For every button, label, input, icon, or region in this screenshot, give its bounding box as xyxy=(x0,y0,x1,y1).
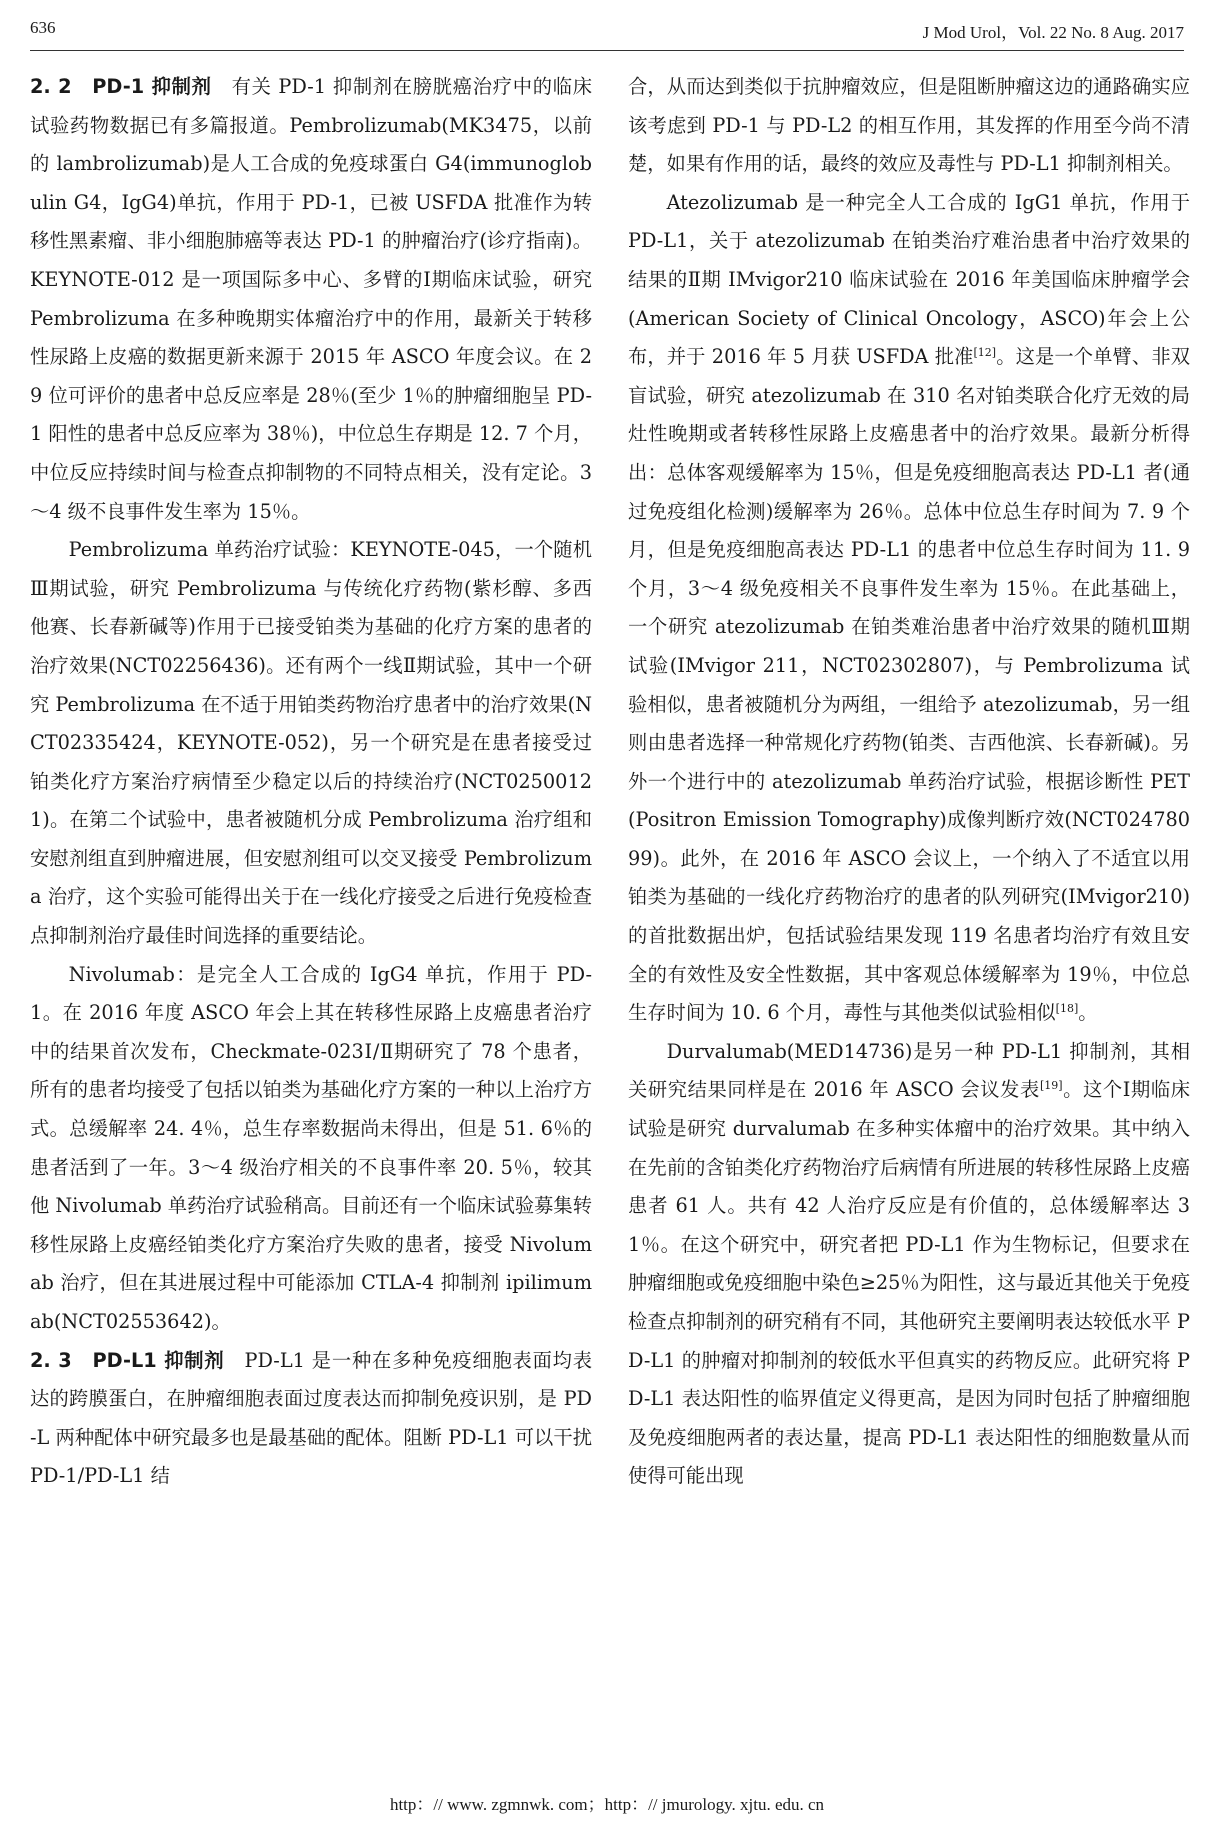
durvalumab-text-b: 。这个Ⅰ期临床试验是研究 durvalumab 在多种实体瘤中的治疗效果。其中纳入在先前的含铂类化疗药物治疗后病情有所进展的转移性尿路上皮癌患者 61 人。共有 42 人治疗反应是有价值的，总体缓解率达 31％。在这个研究中，研究者把 PD-L1 作为生物标记，但要求在肿瘤细胞或免疫细胞中染色≥25％为阳性，这与最近其他关于免疫检查点抑制剂的研究稍有不同，其他研究主要阐明表达较低水平 PD-L1 的肿瘤对抑制剂的较低水平但真实的药物反应。此研究将 PD-L1 表达阳性的临界值定义得更高，是因为同时包括了肿瘤细胞及免疫细胞两者的表达量，提高 PD-L1 表达阳性的细胞数量从而使得可能出现 xyxy=(628,1078,1190,1488)
header-divider xyxy=(30,50,1184,51)
section-2-3-paragraph xyxy=(30,1342,592,1496)
citation-18: [18] xyxy=(1055,1002,1079,1016)
citation-19: [19] xyxy=(1039,1079,1063,1093)
section-2-3-text: PD-L1 是一种在多种免疫细胞表面均表达的跨膜蛋白，在肿瘤细胞表面过度表达而抑制免疫识别，是 PD-L 两种配体中研究最多也是最基础的配体。阻断 PD-L1 可以干扰 PD-1/PD-L1 结 xyxy=(30,1348,593,1488)
section-2-2-heading: 2. 2 PD-1 抑制剂 xyxy=(30,75,212,98)
page-footer-urls: http：// www. zgmnwk. com；http：// jmurology. xjtu. edu. cn xyxy=(389,1795,825,1814)
atezolizumab-text-c: 。 xyxy=(1078,1001,1098,1025)
pembrolizuma-paragraph: Pembrolizuma 单药治疗试验：KEYNOTE-045，一个随机Ⅲ期试验，研究 Pembrolizuma 与传统化疗药物(紫杉醇、多西他赛、长春新碱等)作用于已接受铂类为基础的化疗方案的患者的治疗效果(NCT02256436)。还有两个一线Ⅱ期试验，其中一个研究 Pembrolizuma 在不适于用铂类药物治疗患者中的治疗效果(NCT02335424，KEYNOTE-052)，另一个研究是在患者接受过铂类化疗方案治疗病情至少稳定以后的持续治疗(NCT02500121)。在第二个试验中，患者被随机分成 Pembrolizuma 治疗组和安慰剂组直到肿瘤进展，但安慰剂组可以交叉接受 Pembrolizuma 治疗，这个实验可能得出关于在一线化疗接受之后进行免疫检查点抑制剂治疗最佳时间选择的重要结论。 xyxy=(30,538,592,948)
section-2-2-text: 有关 PD-1 抑制剂在膀胱癌治疗中的临床试验药物数据已有多篇报道。Pembrolizumab(MK3475，以前的 lambrolizumab)是人工合成的免疫球蛋白 G4(immunoglobulin G4，IgG4)单抗，作用于 PD-1，已被 USFDA 批准作为转移性黑素瘤、非小细胞肺癌等表达 PD-1 的肿瘤治疗(诊疗指南)。KEYNOTE-012 是一项国际多中心、多臂的Ⅰ期临床试验，研究 Pembrolizuma 在多种晚期实体瘤治疗中的作用，最新关于转移性尿路上皮癌的数据更新来源于 2015 年 ASCO 年度会议。在 29 位可评价的患者中总反应率是 28％(至少 1％的肿瘤细胞呈 PD-1 阳性的患者中总反应率为 38％)，中位总生存期是 12. 7 个月，中位反应持续时间与检查点抑制物的不同特点相关，没有定论。3～4 级不良事件发生率为 15％。 xyxy=(30,75,592,523)
atezolizumab-text-a: Atezolizumab 是一种完全人工合成的 IgG1 单抗，作用于 PD-L1，关于 atezolizumab 在铂类治疗难治患者中治疗效果的结果的Ⅱ期 IMvigor210 临床试验在 2016 年美国临床肿瘤学会(American Society of Clinical Oncology，ASCO)年会上公布，并于 2016 年 5 月获 USFDA 批准 xyxy=(628,190,1190,369)
page-header xyxy=(30,18,1184,44)
pd-l1-continuation-paragraph: 合，从而达到类似于抗肿瘤效应，但是阻断肿瘤这边的通路确实应该考虑到 PD-1 与 PD-L2 的相互作用，其发挥的作用至今尚不清楚，如果有作用的话，最终的效应及毒性与 PD-L1 抑制剂相关。 xyxy=(628,75,1190,176)
citation-12: [12] xyxy=(973,346,997,360)
section-2-3-heading: 2. 3 PD-L1 抑制剂 xyxy=(30,1348,225,1372)
atezolizumab-paragraph xyxy=(628,184,1190,1033)
page-number: 636 xyxy=(30,18,56,37)
right-column xyxy=(628,68,1190,1496)
atezolizumab-text-b: 。这是一个单臂、非双盲试验，研究 atezolizumab 在 310 名对铂类联合化疗无效的局灶性晚期或者转移性尿路上皮癌患者中的治疗效果。最新分析得出：总体客观缓解率为 15％，但是免疫细胞高表达 PD-L1 者(通过免疫组化检测)缓解率为 26％。总体中位总生存时间为 7. 9 个月，但是免疫细胞高表达 PD-L1 的患者中位总生存时间为 11. 9 个月，3～4 级免疫相关不良事件发生率为 15％。在此基础上，一个研究 atezolizumab 在铂类难治患者中治疗效果的随机Ⅲ期试验(IMvigor 211，NCT02302807)，与 Pembrolizuma 试验相似，患者被随机分为两组，一组给予 atezolizumab，另一组则由患者选择一种常规化疗药物(铂类、吉西他滨、长春新碱)。另外一个进行中的 atezolizumab 单药治疗试验，根据诊断性 PET(Positron Emission Tomography)成像判断疗效(NCT02478099)。此外，在 2016 年 ASCO 会议上，一个纳入了不适宜以用铂类为基础的一线化疗药物治疗的患者的队列研究(IMvigor210)的首批数据出炉，包括试验结果发现 119 名患者均治疗有效且安全的有效性及安全性数据，其中客观总体缓解率为 19％，中位总生存时间为 10. 6 个月，毒性与其他类似试验相似 xyxy=(628,345,1190,1025)
durvalumab-paragraph xyxy=(628,1033,1190,1496)
durvalumab-text-a: Durvalumab(MED14736)是另一种 PD-L1 抑制剂，其相关研究结果同样是在 2016 年 ASCO 会议发表 xyxy=(628,1039,1190,1102)
section-2-2-paragraph xyxy=(30,68,592,531)
left-column xyxy=(30,68,592,1496)
nivolumab-paragraph: Nivolumab：是完全人工合成的 IgG4 单抗，作用于 PD-1。在 2016 年度 ASCO 年会上其在转移性尿路上皮癌患者治疗中的结果首次发布，Checkmate-023Ⅰ/Ⅱ期研究了 78 个患者，所有的患者均接受了包括以铂类为基础化疗方案的一种以上治疗方式。总缓解率 24. 4％，总生存率数据尚未得出，但是 51. 6％的患者活到了一年。3～4 级治疗相关的不良事件率 20. 5％，较其他 Nivolumab 单药治疗试验稍高。目前还有一个临床试验募集转移性尿路上皮癌经铂类化疗方案治疗失败的患者，接受 Nivolumab 治疗，但在其进展过程中可能添加 CTLA-4 抑制剂 ipilimumab(NCT02553642)。 xyxy=(30,962,593,1333)
journal-citation: J Mod Urol，Vol. 22 No. 8 Aug. 2017 xyxy=(922,23,1184,42)
